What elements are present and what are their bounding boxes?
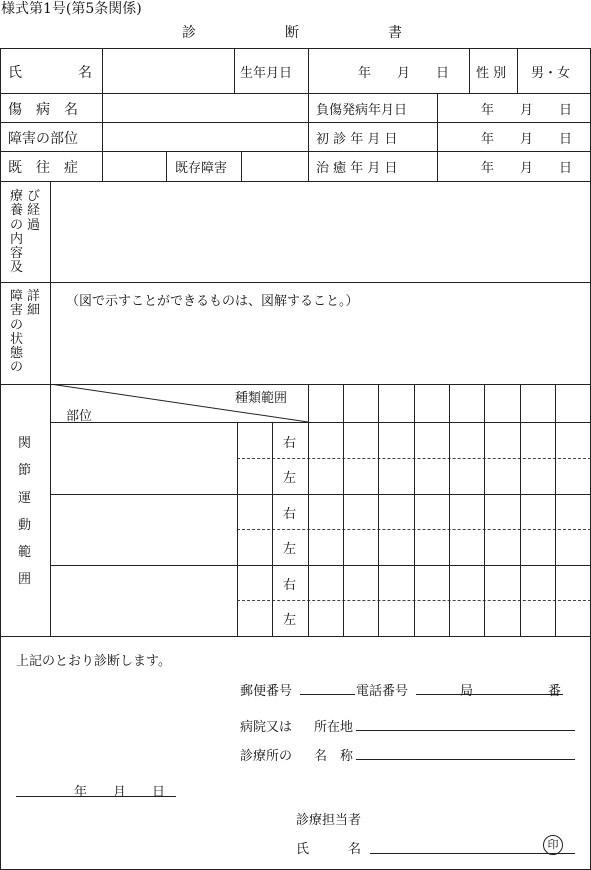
rom-col-divider (237, 422, 238, 636)
row-divider (0, 93, 591, 94)
title-char-2: 断 (285, 25, 299, 41)
rom-col-divider (378, 384, 379, 636)
diagnosis-date-field[interactable] (16, 796, 176, 797)
doctor-name-field[interactable] (370, 853, 575, 854)
medical-history-label: 既 往 症 (8, 160, 78, 176)
rom-header-divider (50, 422, 591, 423)
rom-col-divider (272, 422, 273, 636)
seal-mark: 印 (543, 835, 563, 855)
col-divider (234, 48, 235, 93)
first-visit-value: 年 月 日 (481, 132, 573, 147)
rom-col-divider (449, 384, 450, 636)
first-visit-label: 初 診 年 月 日 (316, 132, 398, 147)
rom-left-label: 左 (283, 542, 297, 557)
clinic-label: 診療所の (240, 749, 293, 764)
col-divider (102, 48, 103, 181)
phone-exchange-label: 局 (460, 684, 474, 699)
col-divider (469, 48, 470, 93)
rom-col-divider (308, 384, 309, 636)
existing-disability-label: 既存障害 (175, 161, 228, 176)
doctor-label: 診療担当者 (296, 813, 362, 828)
title-char-1: 診 (182, 25, 196, 41)
address-label: 所在地 (314, 720, 354, 735)
phone-label: 電話番号 (356, 684, 409, 699)
facility-name-label: 名 称 (314, 749, 354, 764)
phone-field[interactable] (416, 694, 563, 695)
detail-label-col-1: 障 害 の 状 態 の (10, 289, 24, 376)
cure-date-label: 治 癒 年 月 日 (316, 161, 398, 176)
name-label: 氏 名 (8, 65, 92, 81)
rom-group-divider (50, 565, 591, 566)
row-divider (0, 636, 591, 637)
rom-left-label: 左 (283, 471, 297, 486)
phone-number-label: 番 (548, 684, 562, 699)
detail-label-col-2: 詳 細 (27, 289, 41, 319)
col-divider (241, 151, 242, 181)
form-number-label: 様式第1号(第5条関係) (1, 1, 142, 17)
row-divider (0, 282, 591, 283)
birth-date-label: 生年月日 (240, 66, 293, 81)
postal-code-field[interactable] (300, 694, 355, 695)
course-label-col-2: び 経 過 (27, 189, 41, 233)
hospital-label: 病院又は (240, 720, 293, 735)
sex-options: 男・女 (531, 66, 571, 81)
rom-col-divider (343, 384, 344, 636)
rom-right-label: 右 (283, 507, 297, 522)
rom-col-divider (555, 384, 556, 636)
row-divider (0, 151, 591, 152)
rom-col-divider (414, 384, 415, 636)
diagnosis-date: 年 月 日 (74, 785, 166, 800)
rom-header-site: 部位 (66, 409, 93, 424)
facility-name-field[interactable] (356, 759, 575, 760)
col-divider (166, 151, 167, 181)
col-divider (437, 93, 438, 181)
cure-date-value: 年 月 日 (481, 161, 573, 176)
rom-group-divider (50, 494, 591, 495)
address-field[interactable] (356, 730, 575, 731)
postal-code-label: 郵便番号 (240, 684, 293, 699)
rom-col-divider (484, 384, 485, 636)
statement-text: 上記のとおり診断します。 (16, 654, 171, 669)
doctor-name-label: 氏 名 (296, 842, 362, 857)
diagram-note: （図で示すことができるものは、図解すること。） (66, 294, 359, 309)
disability-site-label: 障害の部位 (8, 131, 78, 147)
onset-date-label: 負傷発病年月日 (316, 103, 408, 118)
col-divider (308, 48, 309, 181)
rom-header-type: 種類範囲 (235, 391, 288, 406)
rom-right-label: 右 (283, 436, 297, 451)
row-divider (0, 181, 591, 182)
rom-left-label: 左 (283, 613, 297, 628)
birth-date-value: 年 月 日 (358, 66, 450, 81)
injury-name-label: 傷 病 名 (8, 102, 78, 118)
rom-col-divider (520, 384, 521, 636)
rom-right-label: 右 (283, 578, 297, 593)
title-char-3: 書 (388, 25, 402, 41)
course-label-col-1: 療 養 の 内 容 及 (10, 189, 24, 276)
row-divider (0, 122, 591, 123)
col-divider (517, 48, 518, 93)
onset-date-value: 年 月 日 (481, 103, 573, 118)
rom-side-label: 関 節 運 動 範 囲 (18, 436, 32, 588)
sex-label: 性 別 (476, 66, 507, 81)
